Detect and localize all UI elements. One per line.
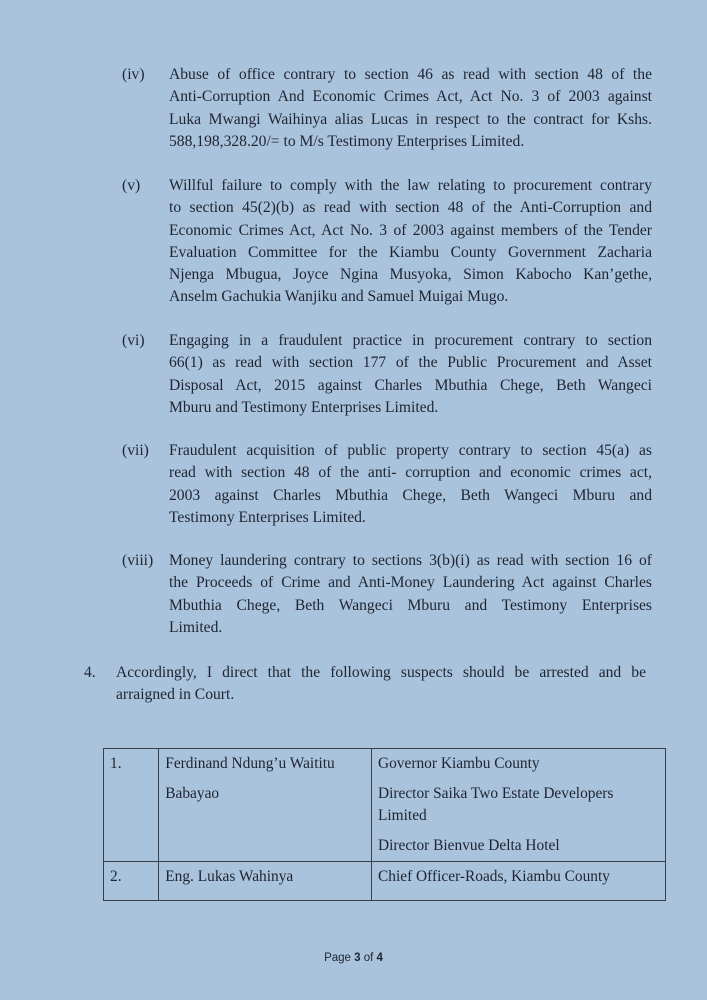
row-number: 1. — [104, 749, 159, 862]
suspects-table — [103, 748, 666, 901]
text-line: 66(1) as read with section 177 of the Public Procurement and Asset — [169, 354, 652, 372]
item-text — [169, 64, 652, 153]
footer-prefix: Page — [324, 952, 355, 964]
charge-item-vi — [122, 330, 652, 419]
text-line: Accordingly, I direct that the following suspects should be arrested and be — [116, 664, 646, 681]
charge-item-iv — [122, 64, 652, 153]
paragraph-text — [116, 662, 646, 707]
item-text — [169, 175, 652, 309]
text-line: arraigned in Court. — [116, 686, 235, 704]
suspect-roles — [372, 862, 666, 901]
name-line: Eng. Lukas Wahinya — [165, 868, 294, 885]
item-number: (vi) — [122, 332, 145, 349]
current-page-number: 3 — [354, 952, 361, 964]
text-line: Limited. — [169, 618, 223, 636]
footer-middle: of — [360, 952, 377, 964]
charge-item-viii — [122, 550, 652, 639]
text-line: Mbuthia Chege, Beth Wangeci Mburu and Testimony Enterprises — [169, 596, 652, 614]
text-line: the Proceeds of Crime and Anti-Money Laundering Act against Charles — [169, 574, 652, 592]
suspect-name — [159, 862, 372, 901]
text-line: Evaluation Committee for the Kiambu County Government Zacharia — [169, 243, 652, 261]
item-text — [169, 440, 652, 529]
text-line: Disposal Act, 2015 against Charles Mbuthia Chege, Beth Wangeci — [169, 376, 652, 394]
item-text — [169, 550, 652, 639]
charge-item-vii — [122, 440, 652, 529]
text-line: read with section 48 of the anti- corruption and economic crimes act, — [169, 464, 652, 482]
paragraph-number: 4. — [84, 664, 96, 681]
item-number: (v) — [122, 177, 141, 194]
suspect-roles — [372, 749, 666, 862]
text-line: 2003 against Charles Mbuthia Chege, Beth Wangeci Mburu and — [169, 486, 652, 504]
text-line: Anselm Gachukia Wanjiku and Samuel Muigai Mugo. — [169, 288, 509, 306]
role-line: Director Bienvue Delta Hotel — [378, 837, 560, 854]
suspect-name — [159, 749, 372, 862]
item-number: (viii) — [122, 552, 154, 569]
text-line: Engaging in a fraudulent practice in procurement contrary to section — [169, 332, 652, 349]
text-line: Money laundering contrary to sections 3(b)(i) as read with section 16 of — [169, 552, 652, 569]
text-line: Anti-Corruption And Economic Crimes Act, Act No. 3 of 2003 against — [169, 88, 652, 106]
text-line: 588,198,328.20/= to M/s Testimony Enterprises Limited. — [169, 132, 525, 150]
page-footer — [0, 952, 707, 964]
text-line: Luka Mwangi Waihinya alias Lucas in respect to the contract for Kshs. — [169, 110, 652, 128]
row-number: 2. — [104, 862, 159, 901]
table-row — [104, 749, 666, 862]
role-line: Chief Officer-Roads, Kiambu County — [378, 868, 610, 885]
role-line: Director Saika Two Estate Developers Limited — [378, 785, 614, 824]
text-line: Economic Crimes Act, Act No. 3 of 2003 against members of the Tender — [169, 221, 652, 239]
paragraph-4 — [84, 662, 646, 707]
role-line: Governor Kiambu County — [378, 755, 540, 772]
text-line: Abuse of office contrary to section 46 as read with section 48 of the — [169, 66, 652, 83]
charge-item-v — [122, 175, 652, 309]
text-line: Njenga Mbugua, Joyce Ngina Musyoka, Simon Kabocho Kan’gethe, — [169, 266, 652, 284]
text-line: Testimony Enterprises Limited. — [169, 508, 366, 526]
text-line: Fraudulent acquisition of public property contrary to section 45(a) as — [169, 442, 652, 459]
name-line: Babayao — [165, 785, 220, 802]
name-line: Ferdinand Ndung’u Waititu — [165, 755, 335, 772]
text-line: Willful failure to comply with the law relating to procurement contrary — [169, 177, 652, 194]
total-page-number: 4 — [376, 952, 383, 964]
item-text — [169, 330, 652, 419]
item-number: (iv) — [122, 66, 145, 83]
table-row — [104, 862, 666, 901]
text-line: to section 45(2)(b) as read with section 48 of the Anti-Corruption and — [169, 199, 652, 217]
item-number: (vii) — [122, 442, 149, 459]
text-line: Mburu and Testimony Enterprises Limited. — [169, 398, 439, 416]
